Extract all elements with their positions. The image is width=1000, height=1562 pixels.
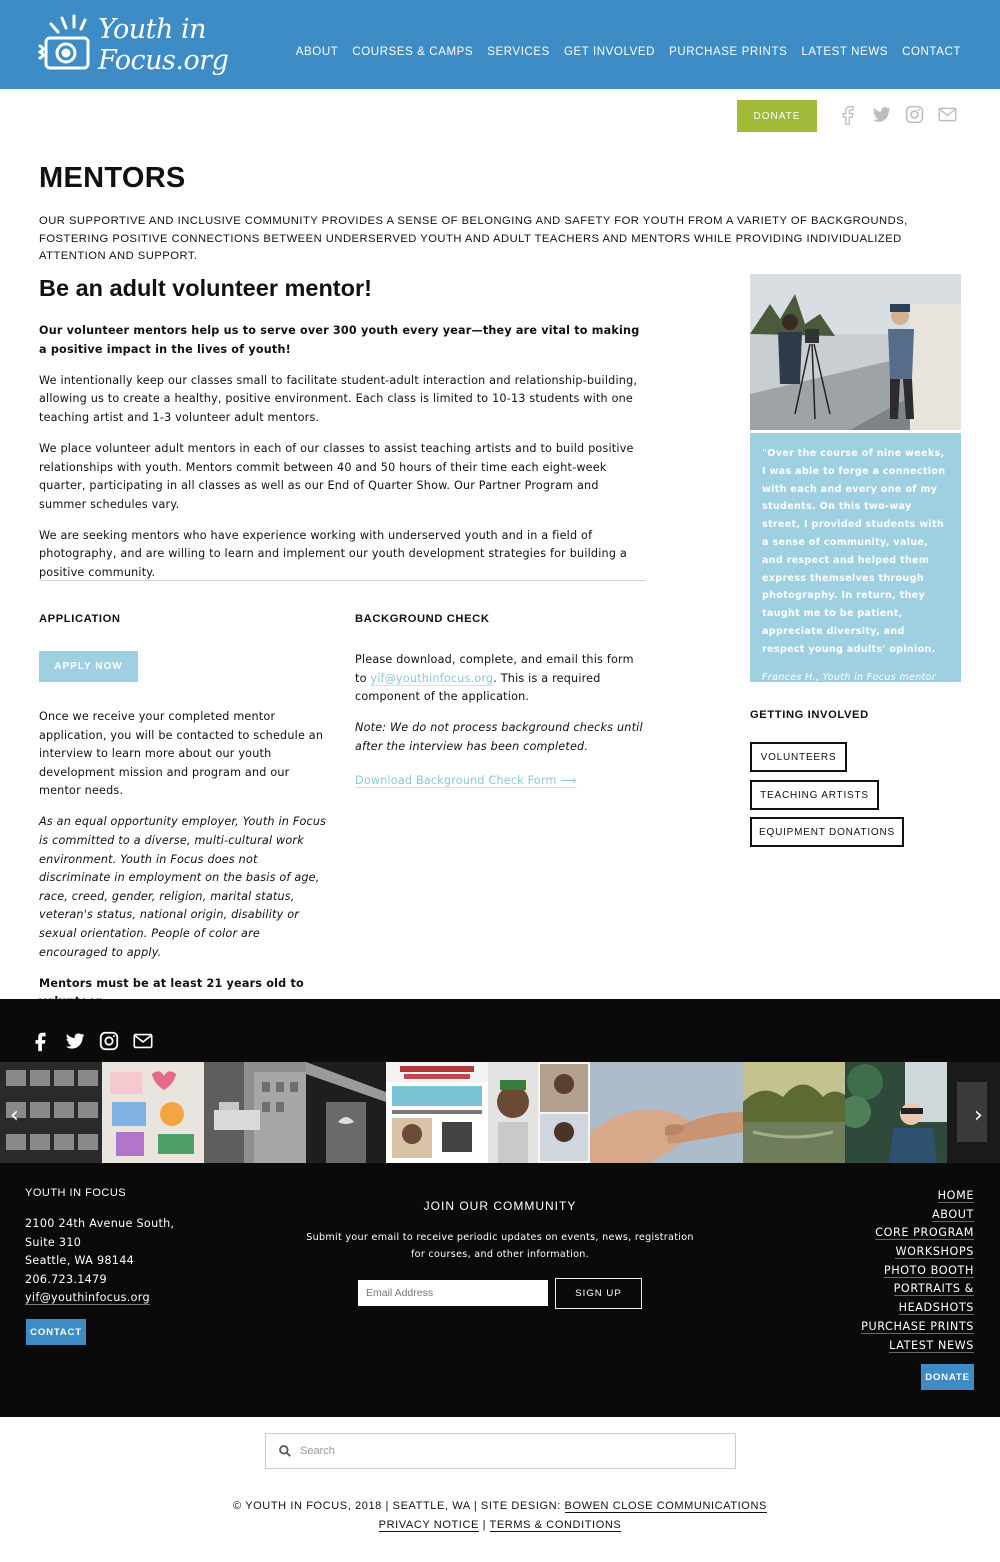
signup-button[interactable]: SIGN UP	[555, 1278, 642, 1309]
nav-about[interactable]: ABOUT	[295, 46, 339, 58]
instagram-icon[interactable]	[904, 104, 925, 125]
paragraph: We intentionally keep our classes small to facilitate student-adult interaction and relationship-building, allowing us to create a healthy, positive environment. Each class is limited to 10-13 students with one teaching artist and 1-3 volunteer adult mentors.	[39, 373, 638, 424]
gallery-image[interactable]	[102, 1062, 204, 1163]
footer-nav-label: WORKSHOPS	[895, 1245, 974, 1259]
nav-contact[interactable]: CONTACT	[902, 46, 961, 58]
twitter-icon[interactable]	[871, 104, 892, 125]
social-links-top	[838, 104, 958, 125]
gallery-image[interactable]	[488, 1062, 590, 1163]
section-divider	[39, 580, 646, 581]
logo-text: Youth in Focus.org	[98, 14, 229, 76]
apply-now-button[interactable]: APPLY NOW	[39, 651, 138, 682]
paragraph: We are seeking mentors who have experience working with underserved youth and in a field of photography, and are willing to learn and implement our youth development strategies for building a positive community.	[39, 528, 627, 580]
application-paragraph: Once we receive your completed mentor application, you will be contacted to schedule an interview to learn more about our youth development mission and program and our mentor needs.	[39, 710, 324, 798]
gallery-image[interactable]	[845, 1062, 947, 1163]
mentor-heading: Be an adult volunteer mentor!	[39, 275, 372, 301]
application-heading: APPLICATION	[39, 613, 121, 625]
facebook-icon[interactable]	[838, 104, 859, 125]
footer-nav	[861, 1187, 974, 1355]
volunteers-button[interactable]: VOLUNTEERS	[750, 742, 847, 772]
instagram-strip	[0, 1062, 1000, 1163]
gallery-image[interactable]	[590, 1062, 743, 1163]
terms-link[interactable]: TERMS & CONDITIONS	[489, 1519, 622, 1531]
instagram-icon[interactable]	[98, 1030, 120, 1052]
background-text: Please download, complete, and email this form to	[355, 653, 634, 685]
site-header	[0, 0, 1000, 89]
gallery-image[interactable]	[743, 1062, 845, 1163]
page-title: MENTORS	[39, 162, 186, 194]
footer-address	[25, 1215, 174, 1308]
social-links-footer	[30, 1030, 154, 1052]
background-paragraph	[355, 651, 647, 707]
main-content	[39, 275, 647, 595]
getting-involved-heading: GETTING INVOLVED	[750, 709, 869, 721]
footer-nav-label: HEADSHOTS	[898, 1301, 974, 1315]
site-design-link[interactable]: BOWEN CLOSE COMMUNICATIONS	[564, 1500, 767, 1512]
footer-nav-portraits[interactable]	[861, 1280, 974, 1298]
gallery-image[interactable]	[386, 1062, 488, 1163]
age-requirement: Mentors must be at least 21 years old to	[39, 976, 304, 990]
main-nav	[296, 46, 961, 58]
footer-nav-core-program[interactable]	[861, 1224, 974, 1242]
join-community-text: Submit your email to receive periodic updates on events, news, registration for courses, and other information.	[306, 1232, 694, 1260]
site-logo[interactable]	[38, 10, 298, 80]
background-note: Note: We do not process background checks until after the interview has been completed.	[355, 721, 643, 753]
email-icon[interactable]	[132, 1030, 154, 1052]
nav-get-involved[interactable]: GET INVOLVED	[563, 46, 656, 58]
footer-email-link[interactable]: yif@youthinfocus.org	[25, 1291, 150, 1305]
gallery-image[interactable]	[204, 1062, 306, 1163]
search-icon	[278, 1444, 292, 1458]
equipment-donations-button[interactable]: EQUIPMENT DONATIONS	[750, 817, 904, 847]
footer-nav-purchase-prints[interactable]	[861, 1318, 974, 1336]
facebook-icon[interactable]	[30, 1030, 52, 1052]
footer-nav-headshots[interactable]	[861, 1299, 974, 1317]
footer-nav-about[interactable]	[861, 1206, 974, 1224]
footer-nav-label: HOME	[937, 1189, 974, 1202]
address-line: Suite 310	[25, 1235, 82, 1249]
nav-courses-camps[interactable]: COURSES & CAMPS	[352, 46, 474, 58]
mentor-photo	[750, 274, 961, 430]
background-text: . This is a required component of the application.	[355, 671, 601, 704]
twitter-icon[interactable]	[64, 1030, 86, 1052]
search-placeholder: Search	[300, 1445, 335, 1457]
email-link[interactable]: yif@youthinfocus.org	[370, 671, 494, 685]
footer-nav-photo-booth[interactable]	[861, 1262, 974, 1280]
teaching-artists-button[interactable]: TEACHING ARTISTS	[750, 780, 879, 810]
footer-nav-label: PHOTO BOOTH	[883, 1263, 974, 1277]
footer-nav-latest-news[interactable]	[861, 1337, 974, 1355]
email-icon[interactable]	[937, 104, 958, 125]
download-form-link[interactable]: Download Background Check Form ⟶	[355, 773, 577, 787]
footer-nav-workshops[interactable]	[861, 1243, 974, 1261]
address-line: 2100 24th Avenue South,	[25, 1217, 175, 1230]
footer-nav-label: CORE PROGRAM	[875, 1226, 974, 1240]
gallery-prev-arrow[interactable]: ‹	[10, 1103, 19, 1128]
mentor-testimonial	[750, 433, 961, 682]
address-line: Seattle, WA 98144	[25, 1254, 135, 1268]
eeo-statement: As an equal opportunity employer, Youth in Focus is committed to a diverse, multi-cultural work environment. Youth in Focus does not discriminate in employment on the basis of age, race, creed, gender, religion, marital status, veteran's status, national origin, disability or sexual orientation. People of color are encouraged to apply.	[39, 815, 327, 959]
gallery-image[interactable]	[306, 1062, 386, 1163]
privacy-notice-link[interactable]: PRIVACY NOTICE	[378, 1519, 479, 1531]
footer-nav-label: ABOUT	[932, 1207, 974, 1221]
nav-services[interactable]: SERVICES	[487, 46, 550, 58]
copyright-text: © YOUTH IN FOCUS, 2018 | SEATTLE, WA | SITE DESIGN:	[233, 1500, 565, 1512]
footer-nav-label: PURCHASE PRINTS	[861, 1319, 974, 1333]
background-check-section	[355, 613, 647, 788]
intro-text: OUR SUPPORTIVE AND INCLUSIVE COMMUNITY PROVIDES A SENSE OF BELONGING AND SAFETY FOR YOUTH FROM A VARIETY OF BACKGROUNDS, FOSTERING POSITIVE CONNECTIONS BETWEEN UNDERSERVED YOUTH AND ADULT TEACHERS AND MENTORS WHILE PROVIDING INDIVIDUALIZED ATTENTION AND SUPPORT.	[39, 215, 908, 262]
copyright	[0, 1497, 1000, 1535]
quote-text: "Over the course of nine weeks, I was able to forge a connection with each and every one of my students. On this two-way street, I provided students with a sense of community, value, and respect and helped them express themselves through photography. In return, they taught me to be patient, appreciate diversity, and respect young adults' opinion.	[762, 448, 946, 655]
footer-contact-button[interactable]: CONTACT	[26, 1319, 86, 1345]
donate-button[interactable]: DONATE	[737, 100, 817, 132]
lead-paragraph: Our volunteer mentors help us to serve over 300 youth every year—they are vital to making a positive impact in the lives of youth!	[39, 324, 640, 356]
separator: |	[478, 1519, 490, 1531]
footer-nav-label: LATEST NEWS	[889, 1338, 974, 1352]
gallery-next-arrow[interactable]: ›	[974, 1103, 983, 1128]
phone-number: 206.723.1479	[25, 1272, 107, 1286]
nav-latest-news[interactable]: LATEST NEWS	[801, 46, 889, 58]
footer-nav-home[interactable]	[861, 1187, 974, 1205]
join-community-heading: JOIN OUR COMMUNITY	[423, 1199, 577, 1213]
paragraph: We place volunteer adult mentors in each of our classes to assist teaching artists and to build positive relationships with youth. Mentors commit between 40 and 50 hours of their time each eight-week quarter, participating in all classes as well as our End of Quarter Show. Our Partner Program and summer schedules vary.	[39, 441, 634, 511]
footer-donate-button[interactable]: DONATE	[921, 1364, 974, 1390]
newsletter-email-input[interactable]	[358, 1280, 548, 1306]
camera-logo-icon	[38, 14, 96, 76]
nav-purchase-prints[interactable]: PURCHASE PRINTS	[669, 46, 788, 58]
site-search[interactable]	[265, 1433, 736, 1469]
quote-attribution: Frances H., Youth in Focus mentor	[762, 671, 937, 683]
application-section	[39, 613, 331, 1024]
footer-nav-label: PORTRAITS &	[893, 1282, 974, 1296]
footer-org-name: YOUTH IN FOCUS	[25, 1187, 127, 1199]
site-footer	[0, 999, 1000, 1417]
background-check-heading: BACKGROUND CHECK	[355, 613, 490, 625]
